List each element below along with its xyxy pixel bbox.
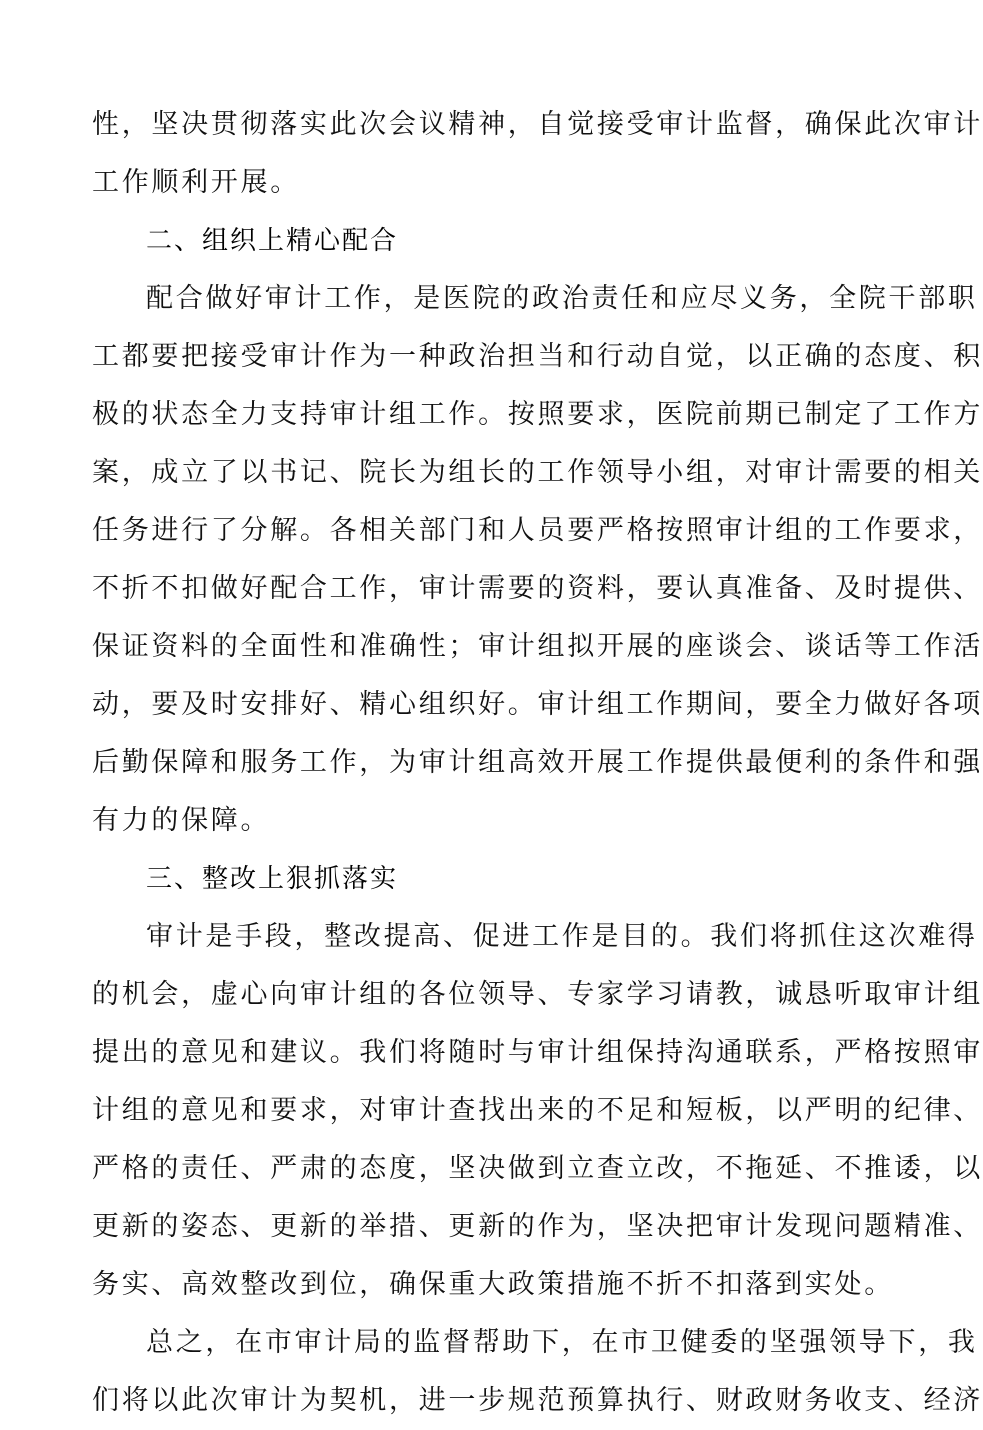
closing-line: 总之，在市审计局的监督帮助下，在市卫健委的坚强领导下，我 [146, 1327, 978, 1358]
section-heading: 三、整改上狠抓落实 [146, 864, 399, 894]
paragraph-line: 任务进行了分解。各相关部门和人员要严格按照审计组的工作要求， [92, 515, 983, 546]
intro-line: 性，坚决贯彻落实此次会议精神，自觉接受审计监督，确保此次审计 [92, 109, 983, 140]
paragraph-line: 审计是手段，整改提高、促进工作是目的。我们将抓住这次难得 [146, 921, 978, 952]
paragraph-line: 后勤保障和服务工作，为审计组高效开展工作提供最便利的条件和强 [92, 747, 983, 778]
paragraph-line: 工都要把接受审计作为一种政治担当和行动自觉，以正确的态度、积 [92, 341, 983, 372]
paragraph-line: 配合做好审计工作，是医院的政治责任和应尽义务，全院干部职 [146, 283, 978, 314]
paragraph-line: 提出的意见和建议。我们将随时与审计组保持沟通联系，严格按照审 [92, 1037, 983, 1068]
paragraph-line: 保证资料的全面性和准确性；审计组拟开展的座谈会、谈话等工作活 [92, 631, 983, 662]
paragraph-line: 极的状态全力支持审计组工作。按照要求，医院前期已制定了工作方 [92, 399, 983, 430]
paragraph-line: 的机会，虚心向审计组的各位领导、专家学习请教，诚恳听取审计组 [92, 979, 983, 1010]
paragraph-line: 计组的意见和要求，对审计查找出来的不足和短板，以严明的纪律、 [92, 1095, 983, 1126]
paragraph-line: 更新的姿态、更新的举措、更新的作为，坚决把审计发现问题精准、 [92, 1211, 983, 1242]
paragraph-line: 动，要及时安排好、精心组织好。审计组工作期间，要全力做好各项 [92, 689, 983, 720]
paragraph-line: 务实、高效整改到位，确保重大政策措施不折不扣落到实处。 [92, 1269, 894, 1300]
paragraph-line: 不折不扣做好配合工作，审计需要的资料，要认真准备、及时提供、 [92, 573, 983, 604]
document-page [92, 96, 983, 1430]
paragraph-line: 有力的保障。 [92, 805, 271, 836]
closing-line: 们将以此次审计为契机，进一步规范预算执行、财政财务收支、经济 [92, 1385, 983, 1416]
paragraph-line: 案，成立了以书记、院长为组长的工作领导小组，对审计需要的相关 [92, 457, 983, 488]
section-heading: 二、组织上精心配合 [146, 226, 399, 256]
intro-line: 工作顺利开展。 [92, 167, 300, 198]
paragraph-line: 严格的责任、严肃的态度，坚决做到立查立改，不拖延、不推诿，以 [92, 1153, 983, 1184]
